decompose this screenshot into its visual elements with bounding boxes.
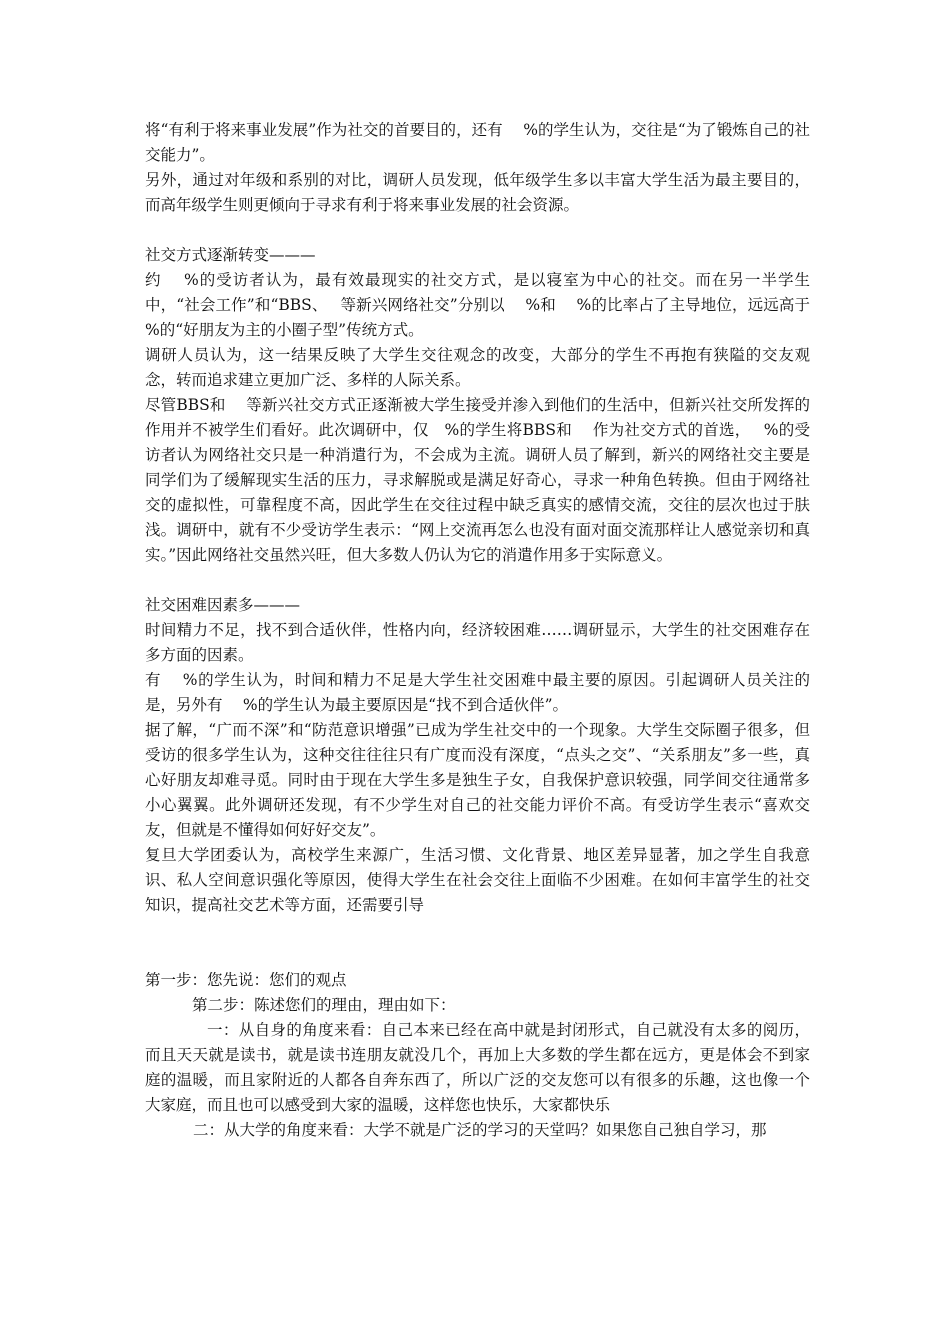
paragraph-purpose: 将“有利于将来事业发展”作为社交的首要目的，还有 %的学生认为，交往是“为了锻炼自己的社交能力”。 — [145, 121, 810, 164]
reason-one: 一：从自身的角度来看：自己本来已经在高中就是封闭形式，自己就没有太多的阅历，而且天天就是读书，就是读书连朋友就没几个，再加上大多数的学生都在远方，更是体会不到家庭的温暖，而且家附近的人都各自奔东西了，所以广泛的交友您可以有很多的乐趣，这也像一个大家庭，而且也可以感受到大家的温暖，这样您也快乐，大家都快乐 — [145, 1021, 810, 1114]
heading-social-methods: 社交方式逐渐转变——— — [145, 246, 316, 264]
paragraph-concept-change: 调研人员认为，这一结果反映了大学生交往观念的改变，大部分的学生不再抱有狭隘的交友观念，转而追求建立更加广泛、多样的人际关系。 — [145, 346, 810, 389]
step-two: 第二步：陈述您们的理由，理由如下： — [192, 996, 456, 1014]
paragraph-difficulty-factors: 时间精力不足，找不到合适伙伴，性格内向，经济较困难……调研显示，大学生的社交困难存在多方面的因素。 — [145, 621, 810, 664]
paragraph-wide-not-deep: 据了解，“广而不深”和“防范意识增强”已成为学生社交中的一个现象。大学生交际圈子很多，但受访的很多学生认为，这种交往往往只有广度而没有深度，“点头之交”、“关系朋友”多一些，真心好朋友却难寻觅。同时由于现在大学生多是独生子女，自我保护意识较强，同学间交往通常多小心翼翼。此外调研还发现，有不少学生对自己的社交能力评价不高。有受访学生表示“喜欢交友，但就是不懂得如何好好交友”。 — [145, 721, 810, 839]
heading-difficulties: 社交困难因素多——— — [145, 596, 301, 614]
document-page — [145, 118, 826, 1143]
paragraph-fudan-opinion: 复旦大学团委认为，高校学生来源广，生活习惯、文化背景、地区差异显著，加之学生自我意识、私人空间意识强化等原因，使得大学生在社会交往上面临不少困难。在如何丰富学生的社交知识，提高社交艺术等方面，还需要引导 — [145, 846, 810, 914]
spacer — [145, 568, 810, 593]
spacer — [145, 918, 810, 968]
paragraph-online-social: 尽管BBS和 等新兴社交方式正逐渐被大学生接受并渗入到他们的生活中，但新兴社交所发挥的作用并不被学生们看好。此次调研中，仅 %的学生将BBS和 作为社交方式的首选， %的受访者认为网络社交只是一种消遣行为，不会成为主流。调研人员了解到，新兴的网络社交主要是同学们为了缓解现实生活的压力，寻求解脱或是满足好奇心，寻求一种角色转换。但由于网络社交的虚拟性，可靠程度不高，因此学生在交往过程中缺乏真实的感情交流，交往的层次也过于肤浅。调研中，就有不少受访学生表示：“网上交流再怎么也没有面对面交流那样让人感觉亲切和真实。”因此网络社交虽然兴旺，但大多数人仍认为它的消遣作用多于实际意义。 — [145, 396, 810, 564]
step-one: 第一步：您先说：您们的观点 — [145, 971, 347, 989]
spacer — [145, 218, 810, 243]
paragraph-dorm-social: 约 %的受访者认为，最有效最现实的社交方式，是以寝室为中心的社交。而在另一半学生中，“社会工作”和“BBS、 等新兴网络社交”分别以 %和 %的比率占了主导地位，远远高于 %的“好朋友为主的小圈子型”传统方式。 — [145, 271, 826, 339]
reason-two: 二：从大学的角度来看：大学不就是广泛的学习的天堂吗？如果您自己独自学习，那 — [193, 1121, 767, 1139]
paragraph-time-energy: 有 %的学生认为，时间和精力不足是大学生社交困难中最主要的原因。引起调研人员关注的是，另外有 %的学生认为最主要原因是“找不到合适伙伴”。 — [145, 671, 810, 714]
paragraph-grade-comparison: 另外，通过对年级和系别的对比，调研人员发现，低年级学生多以丰富大学生活为最主要目的，而高年级学生则更倾向于寻求有利于将来事业发展的社会资源。 — [145, 171, 810, 214]
